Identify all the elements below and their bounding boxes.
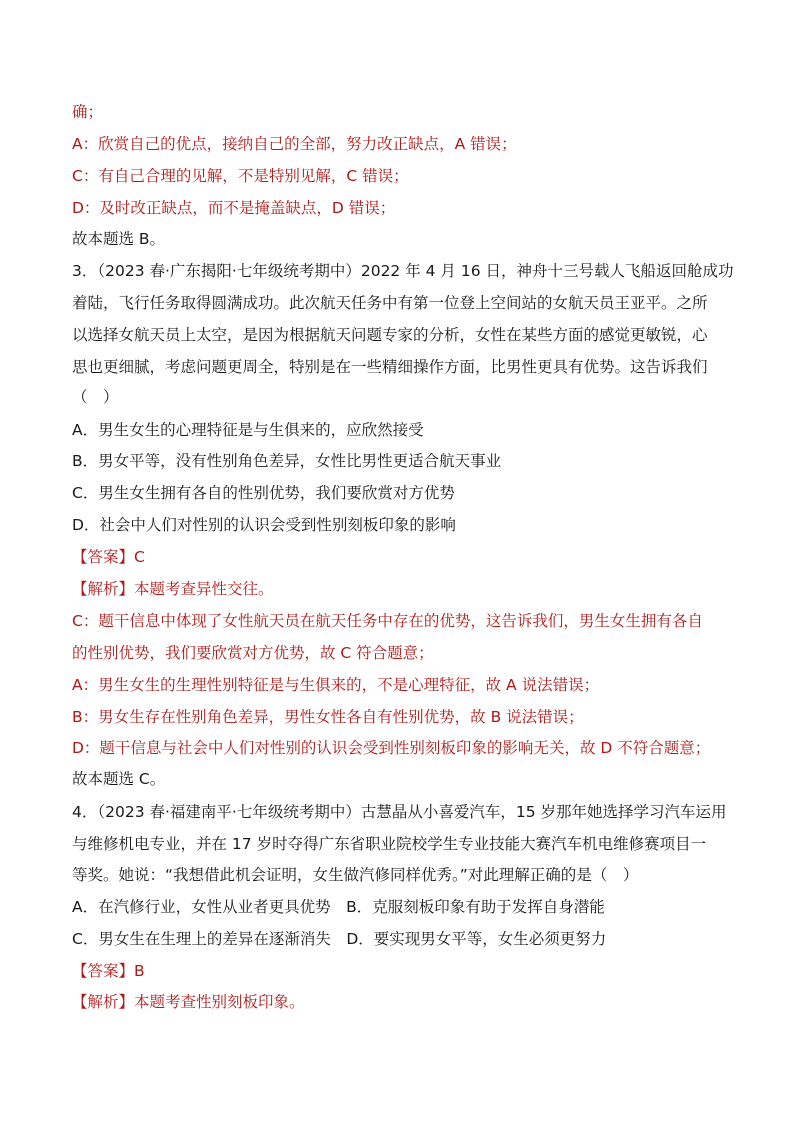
question-3-line: 3．（2023 春·广东揭阳·七年级统考期中）2022 年 4 月 16 日，神舟十三号载人飞船返回舱成功 — [72, 262, 734, 280]
option-line: A．男生女生的心理特征是与生俱来的，应欣然接受 — [72, 421, 424, 439]
text-line: C：有自己合理的见解，不是特别见解，C 错误； — [72, 167, 409, 185]
option-line: D．社会中人们对性别的认识会受到性别刻板印象的影响 — [72, 516, 456, 534]
analysis-line: 【解析】本题考查异性交往。 — [72, 580, 274, 598]
text-line: C：题干信息中体现了女性航天员在航天任务中存在的优势，这告诉我们，男生女生拥有各自 — [72, 612, 703, 630]
option-line: B．男女平等，没有性别角色差异，女性比男性更适合航天事业 — [72, 452, 502, 470]
text-line: 故本题选 C。 — [72, 770, 166, 788]
option-line: C．男生女生拥有各自的性别优势，我们要欣赏对方优势 — [72, 484, 455, 502]
text-line: 与维修机电专业，并在 17 岁时夺得广东省职业院校学生专业技能大赛汽车机电维修赛项目一 — [72, 835, 707, 853]
text-line: 故本题选 B。 — [72, 230, 166, 248]
text-line: B：男女生存在性别角色差异，男性女性各自有性别优势，故 B 说法错误； — [72, 708, 584, 726]
analysis-line: 【解析】本题考查性别刻板印象。 — [72, 993, 305, 1011]
text-line: A：男生女生的生理性别特征是与生俱来的，不是心理特征，故 A 说法错误； — [72, 676, 600, 694]
text-line: 的性别优势，我们要欣赏对方优势，故 C 符合题意； — [72, 644, 434, 662]
text-line: 以选择女航天员上太空，是因为根据航天问题专家的分析，女性在某些方面的感觉更敏锐，心 — [72, 326, 708, 344]
option-line: A．在汽修行业，女性从业者更具优势 B．克服刻板印象有助于发挥自身潜能 — [72, 898, 605, 916]
text-line: 思也更细腻，考虑问题更周全，特别是在一些精细操作方面，比男性更具有优势。这告诉我们 — [72, 358, 708, 376]
text-line: D：题干信息与社会中人们对性别的认识会受到性别刻板印象的影响无关，故 D 不符合题意； — [72, 739, 711, 757]
answer-line: 【答案】C — [72, 548, 145, 566]
text-line: 确； — [72, 103, 104, 121]
text-line: 等奖。她说：“我想借此机会证明，女生做汽修同样优秀。”对此理解正确的是（ ） — [72, 866, 639, 884]
text-line: A：欣赏自己的优点，接纳自己的全部，努力改正缺点，A 错误； — [72, 135, 517, 153]
text-line: D：及时改正缺点，而不是掩盖缺点，D 错误； — [72, 199, 396, 217]
text-line: （ ） — [72, 388, 119, 406]
answer-line: 【答案】B — [72, 962, 145, 980]
text-line: 着陆，飞行任务取得圆满成功。此次航天任务中有第一位登上空间站的女航天员王亚平。之所 — [72, 294, 708, 312]
option-line: C．男女生在生理上的差异在逐渐消失 D．要实现男女平等，女生必须更努力 — [72, 930, 607, 948]
question-4-line: 4．（2023 春·福建南平·七年级统考期中）古慧晶从小喜爱汽车，15 岁那年她选择学习汽车运用 — [72, 803, 727, 821]
